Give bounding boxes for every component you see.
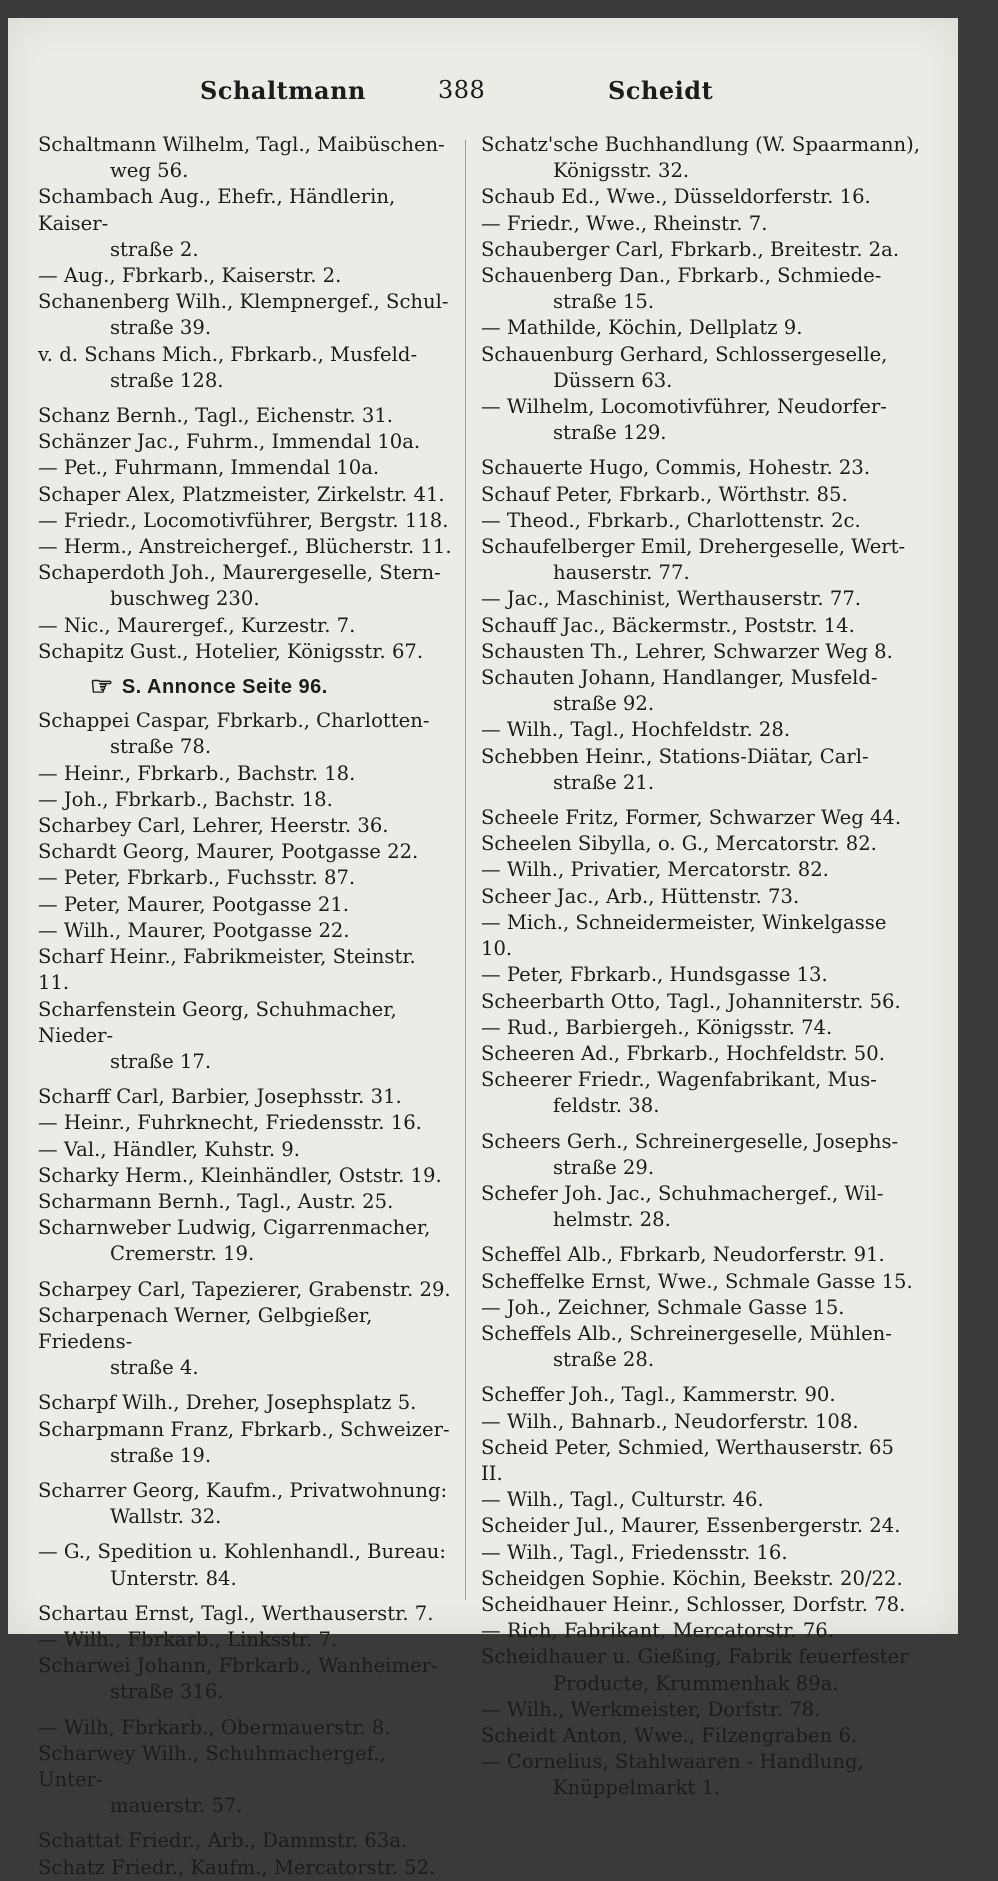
directory-entry <box>38 1828 453 1854</box>
directory-entry <box>481 717 921 743</box>
entry-line: — Nic., Maurergef., Kurzestr. 7. <box>38 613 356 637</box>
entry-continuation: straße 28. <box>553 1348 655 1372</box>
directory-entry <box>481 1269 921 1295</box>
entry-continuation: straße 129. <box>553 421 667 445</box>
directory-entry <box>481 1435 921 1487</box>
directory-entry <box>481 1513 921 1539</box>
entry-line: Scharrer Georg, Kaufm., Privatwohnung: <box>38 1478 448 1502</box>
entry-line: Schappei Caspar, Fbrkarb., Charlotten- <box>38 709 430 733</box>
entry-continuation: buschweg 230. <box>110 587 260 611</box>
directory-entry <box>481 1382 921 1408</box>
directory-entry <box>38 613 453 639</box>
directory-entry <box>481 342 921 394</box>
directory-entry <box>38 944 453 996</box>
entry-continuation: straße 17. <box>110 1049 212 1073</box>
entry-continuation: straße 4. <box>110 1356 199 1380</box>
directory-entry <box>38 1715 453 1741</box>
directory-entry <box>38 1189 453 1215</box>
directory-entry <box>38 1137 453 1163</box>
directory-entry <box>481 639 921 665</box>
entry-line: — Rich, Fabrikant, Mercatorstr. 76. <box>481 1619 834 1643</box>
directory-entry <box>481 1067 921 1119</box>
entry-line: — Wilh., Fbrkarb., Linksstr. 7. <box>38 1627 338 1651</box>
entry-line: Scheelen Sibylla, o. G., Mercatorstr. 82. <box>481 832 877 856</box>
entry-line: Scheid Peter, Schmied, Werthauserstr. 65 II. <box>481 1435 894 1485</box>
entry-line: Scharnweber Ludwig, Cigarrenmacher, <box>38 1216 431 1240</box>
directory-entry <box>481 132 921 184</box>
directory-entry <box>38 508 453 534</box>
directory-entry <box>481 315 921 341</box>
entry-line: — Peter, Fbrkarb., Fuchsstr. 87. <box>38 866 356 890</box>
directory-entry <box>481 1242 921 1268</box>
directory-entry <box>481 744 921 796</box>
entry-line: Schatz Friedr., Kaufm., Mercatorstr. 52. <box>38 1855 436 1879</box>
entry-continuation: straße 29. <box>553 1155 655 1179</box>
directory-entry <box>38 1741 453 1820</box>
entry-line: Schausten Th., Lehrer, Schwarzer Weg 8. <box>481 639 893 663</box>
entry-continuation: straße 128. <box>110 368 224 392</box>
entry-line: — Wilh., Bahnarb., Neudorferstr. 108. <box>481 1409 859 1433</box>
entry-continuation: hauserstr. 77. <box>553 561 690 585</box>
entry-line: — Joh., Fbrkarb., Bachstr. 18. <box>38 787 333 811</box>
entry-continuation: straße 21. <box>553 770 655 794</box>
directory-entry <box>481 1041 921 1067</box>
directory-entry <box>481 1566 921 1592</box>
entry-line: Scheeren Ad., Fbrkarb., Hochfeldstr. 50. <box>481 1041 885 1065</box>
directory-entry <box>481 831 921 857</box>
entry-line: Schambach Aug., Ehefr., Händlerin, Kaiser- <box>38 185 396 235</box>
entry-continuation: straße 2. <box>110 237 199 261</box>
directory-entry <box>481 910 921 962</box>
entry-line: Scharky Herm., Kleinhändler, Oststr. 19. <box>38 1163 442 1187</box>
entry-line: Scharf Heinr., Fabrikmeister, Steinstr. 11. <box>38 945 416 995</box>
entry-line: — Theod., Fbrkarb., Charlottenstr. 2c. <box>481 508 861 532</box>
entry-line: — Mich., Schneidermeister, Winkelgasse 10. <box>481 910 887 961</box>
directory-entry <box>481 1749 921 1801</box>
entry-line: Schattat Friedr., Arb., Dammstr. 63a. <box>38 1829 408 1853</box>
directory-entry <box>38 403 453 429</box>
entry-line: — Wilhelm, Locomotivführer, Neudorfer- <box>481 395 887 419</box>
entry-line: — Heinr., Fbrkarb., Bachstr. 18. <box>38 761 356 785</box>
entry-continuation: straße 15. <box>553 290 655 314</box>
entry-line: — Peter, Maurer, Pootgasse 21. <box>38 892 350 916</box>
directory-entry <box>38 1163 453 1189</box>
directory-entry <box>38 1417 453 1469</box>
entry-line: Schefer Joh. Jac., Schuhmachergef., Wil- <box>481 1181 884 1205</box>
directory-entry <box>481 1723 921 1749</box>
entry-line: Schaperdoth Joh., Maurergeselle, Stern- <box>38 561 441 585</box>
entry-line: Scheffels Alb., Schreinergeselle, Mühlen- <box>481 1321 892 1345</box>
page-header <box>8 76 958 116</box>
directory-entry <box>481 613 921 639</box>
entry-line: Schebben Heinr., Stations-Diätar, Carl- <box>481 744 869 768</box>
directory-entry <box>481 857 921 883</box>
directory-entry <box>38 1084 453 1110</box>
directory-entry <box>38 1539 453 1591</box>
directory-entry <box>481 1697 921 1723</box>
directory-entry <box>38 1855 453 1881</box>
entry-line: — Cornelius, Stahlwaaren - Handlung, <box>481 1750 864 1774</box>
entry-continuation: straße 19. <box>110 1443 212 1467</box>
directory-entry <box>481 884 921 910</box>
entry-line: Schaufelberger Emil, Drehergeselle, Wert- <box>481 535 906 559</box>
entry-line: Schauff Jac., Bäckermstr., Poststr. 14. <box>481 613 855 637</box>
directory-entry <box>481 1129 921 1181</box>
directory-entry <box>38 865 453 891</box>
directory-entry <box>38 1601 453 1627</box>
directory-entry <box>481 1540 921 1566</box>
directory-entry <box>38 761 453 787</box>
entry-line: — Herm., Anstreichergef., Blücherstr. 11. <box>38 535 452 559</box>
directory-entry <box>481 394 921 446</box>
directory-entry <box>481 263 921 315</box>
directory-entry <box>38 132 453 184</box>
directory-entry <box>38 787 453 813</box>
entry-continuation: Cremerstr. 19. <box>110 1242 255 1266</box>
directory-entry <box>38 1390 453 1416</box>
entry-line: Scharwei Johann, Fbrkarb., Wanheimer- <box>38 1654 438 1678</box>
entry-line: — Jac., Maschinist, Werthauserstr. 77. <box>481 587 862 611</box>
directory-entry <box>481 962 921 988</box>
entry-line: Schanz Bernh., Tagl., Eichenstr. 31. <box>38 404 394 428</box>
column-divider <box>465 140 466 1600</box>
entry-line: Schaper Alex, Platzmeister, Zirkelstr. 41. <box>38 482 445 506</box>
right-column <box>481 132 921 1802</box>
entry-line: — Aug., Fbrkarb., Kaiserstr. 2. <box>38 264 342 288</box>
directory-entry <box>38 455 453 481</box>
directory-entry <box>481 211 921 237</box>
entry-line: Scharpmann Franz, Fbrkarb., Schweizer- <box>38 1417 450 1441</box>
entry-line: Schartau Ernst, Tagl., Werthauserstr. 7. <box>38 1601 434 1625</box>
directory-page <box>8 18 958 1879</box>
directory-entry <box>481 237 921 263</box>
directory-entry <box>481 534 921 586</box>
entry-line: — Wilh., Tagl., Culturstr. 46. <box>481 1488 764 1512</box>
directory-entry <box>38 1110 453 1136</box>
directory-entry <box>481 1644 921 1696</box>
entry-line: Scheerbarth Otto, Tagl., Johanniterstr. 56. <box>481 989 901 1013</box>
entry-continuation: straße 92. <box>553 692 655 716</box>
entry-continuation: straße 316. <box>110 1680 224 1704</box>
entry-line: Scharfenstein Georg, Schuhmacher, Nieder- <box>38 997 397 1047</box>
directory-entry <box>481 1181 921 1233</box>
directory-entry <box>481 1295 921 1321</box>
entry-line: Scheffelke Ernst, Wwe., Schmale Gasse 15. <box>481 1269 913 1293</box>
directory-entry <box>38 1478 453 1530</box>
entry-line: Scheers Gerh., Schreinergeselle, Josephs- <box>481 1129 899 1153</box>
entry-line: Schardt Georg, Maurer, Pootgasse 22. <box>38 840 419 864</box>
entry-line: — G., Spedition u. Kohlenhandl., Bureau: <box>38 1540 446 1564</box>
directory-entry <box>481 1592 921 1618</box>
header-left-name: Schaltmann <box>200 76 366 105</box>
header-right-name: Scheidt <box>608 76 714 105</box>
directory-entry <box>481 1409 921 1435</box>
entry-line: Schauf Peter, Fbrkarb., Wörthstr. 85. <box>481 482 848 506</box>
entry-line: Schauenberg Dan., Fbrkarb., Schmiede- <box>481 264 882 288</box>
directory-entry <box>38 639 453 665</box>
entry-line: — Wilh., Tagl., Friedensstr. 16. <box>481 1540 788 1564</box>
directory-entry <box>38 918 453 944</box>
entry-continuation: Königsstr. 32. <box>553 159 690 183</box>
entry-continuation: Wallstr. 32. <box>110 1505 222 1529</box>
entry-continuation: helmstr. 28. <box>553 1208 671 1232</box>
entry-line: Schaub Ed., Wwe., Düsseldorferstr. 16. <box>481 185 871 209</box>
directory-entry <box>38 289 453 341</box>
directory-entry <box>481 1015 921 1041</box>
entry-continuation: Knüppelmarkt 1. <box>553 1776 721 1800</box>
entry-line: — Friedr., Wwe., Rheinstr. 7. <box>481 211 768 235</box>
entry-continuation: feldstr. 38. <box>553 1094 660 1118</box>
directory-entry <box>38 534 453 560</box>
entry-line: Scharpenach Werner, Gelbgießer, Friedens- <box>38 1303 373 1353</box>
entry-line: — Wilh., Tagl., Hochfeldstr. 28. <box>481 718 791 742</box>
entry-line: Scheidt Anton, Wwe., Filzengraben 6. <box>481 1723 858 1747</box>
directory-entry <box>38 813 453 839</box>
entry-line: v. d. Schans Mich., Fbrkarb., Musfeld- <box>38 342 418 366</box>
entry-line: — Pet., Fuhrmann, Immendal 10a. <box>38 456 380 480</box>
entry-line: Scheerer Friedr., Wagenfabrikant, Mus- <box>481 1068 877 1092</box>
directory-entry <box>38 560 453 612</box>
directory-entry <box>481 455 921 481</box>
entry-line: — Wilh, Fbrkarb., Obermauerstr. 8. <box>38 1715 391 1739</box>
entry-line: — Friedr., Locomotivführer, Bergstr. 118. <box>38 508 449 532</box>
directory-entry <box>38 1303 453 1382</box>
left-column <box>38 132 453 1881</box>
directory-entry <box>481 805 921 831</box>
directory-entry <box>38 1653 453 1705</box>
entry-line: — Heinr., Fuhrknecht, Friedensstr. 16. <box>38 1111 422 1135</box>
entry-continuation: Unterstr. 84. <box>110 1566 237 1590</box>
directory-entry <box>481 586 921 612</box>
entry-line: — Wilh., Privatier, Mercatorstr. 82. <box>481 858 829 882</box>
entry-continuation: Düssern 63. <box>553 368 673 392</box>
directory-entry <box>481 1487 921 1513</box>
entry-line: Scharff Carl, Barbier, Josephsstr. 31. <box>38 1085 402 1109</box>
entry-line: Scheider Jul., Maurer, Essenbergerstr. 24. <box>481 1514 901 1538</box>
entry-line: Scheffer Joh., Tagl., Kammerstr. 90. <box>481 1383 836 1407</box>
entry-line: — Rud., Barbiergeh., Königsstr. 74. <box>481 1015 833 1039</box>
directory-entry <box>38 482 453 508</box>
entry-continuation: straße 78. <box>110 735 212 759</box>
directory-entry <box>38 342 453 394</box>
directory-entry <box>481 508 921 534</box>
entry-line: Scharmann Bernh., Tagl., Austr. 25. <box>38 1189 394 1213</box>
entry-continuation: mauerstr. 57. <box>110 1794 243 1818</box>
directory-entry <box>481 482 921 508</box>
entry-line: Scharpey Carl, Tapezierer, Grabenstr. 29. <box>38 1277 451 1301</box>
entry-line: Scheffel Alb., Fbrkarb, Neudorferstr. 91. <box>481 1243 885 1267</box>
directory-entry <box>481 665 921 717</box>
directory-entry <box>38 1277 453 1303</box>
entry-line: Scheidhauer Heinr., Schlosser, Dorfstr. 78. <box>481 1592 906 1616</box>
entry-line: Schauten Johann, Handlanger, Musfeld- <box>481 666 878 690</box>
entry-line: Scheele Fritz, Former, Schwarzer Weg 44. <box>481 806 902 830</box>
entry-line: Schänzer Jac., Fuhrm., Immendal 10a. <box>38 430 421 454</box>
page-number: 388 <box>438 76 486 104</box>
entry-line: Scharwey Wilh., Schuhmachergef., Unter- <box>38 1741 386 1791</box>
directory-entry <box>38 892 453 918</box>
directory-entry <box>38 429 453 455</box>
entry-line: Scheidgen Sophie. Köchin, Beekstr. 20/22. <box>481 1566 903 1590</box>
directory-entry <box>481 1618 921 1644</box>
entry-line: Scharpf Wilh., Dreher, Josephsplatz 5. <box>38 1391 417 1415</box>
entry-continuation: straße 39. <box>110 316 212 340</box>
entry-line: Scheidhauer u. Gießing, Fabrik feuerfester <box>481 1645 909 1669</box>
directory-entry <box>38 839 453 865</box>
entry-line: Schatz'sche Buchhandlung (W. Spaarmann), <box>481 133 920 156</box>
directory-entry <box>38 708 453 760</box>
directory-entry <box>38 184 453 263</box>
directory-entry <box>38 997 453 1076</box>
pointing-hand-icon: ☞ <box>90 671 114 702</box>
directory-entry <box>481 989 921 1015</box>
entry-line: Schauberger Carl, Fbrkarb., Breitestr. 2a. <box>481 237 900 261</box>
entry-line: Schanenberg Wilh., Klempnergef., Schul- <box>38 290 449 314</box>
entry-line: — Wilh., Werkmeister, Dorfstr. 78. <box>481 1697 821 1721</box>
entry-line: — Joh., Zeichner, Schmale Gasse 15. <box>481 1295 845 1319</box>
entry-line: Schauerte Hugo, Commis, Hohestr. 23. <box>481 456 871 480</box>
directory-entry <box>38 263 453 289</box>
entry-line: Scheer Jac., Arb., Hüttenstr. 73. <box>481 884 800 908</box>
directory-entry <box>38 1215 453 1267</box>
announcement-text: S. Annonce Seite 96. <box>121 676 328 699</box>
directory-entry <box>38 1627 453 1653</box>
entry-line: — Mathilde, Köchin, Dellplatz 9. <box>481 316 803 340</box>
entry-line: Schaltmann Wilhelm, Tagl., Maibüschen- <box>38 133 445 156</box>
entry-line: — Wilh., Maurer, Pootgasse 22. <box>38 918 350 942</box>
entry-line: — Val., Händler, Kuhstr. 9. <box>38 1137 301 1161</box>
entry-continuation: Producte, Krummenhak 89a. <box>553 1671 839 1695</box>
entry-line: Schapitz Gust., Hotelier, Königsstr. 67. <box>38 639 424 663</box>
entry-line: Scharbey Carl, Lehrer, Heerstr. 36. <box>38 814 389 838</box>
entry-continuation: weg 56. <box>110 159 189 183</box>
directory-entry <box>481 184 921 210</box>
entry-line: Schauenburg Gerhard, Schlossergeselle, <box>481 342 888 366</box>
directory-entry <box>481 1321 921 1373</box>
entry-line: — Peter, Fbrkarb., Hundsgasse 13. <box>481 963 828 987</box>
announcement-note <box>38 673 453 700</box>
